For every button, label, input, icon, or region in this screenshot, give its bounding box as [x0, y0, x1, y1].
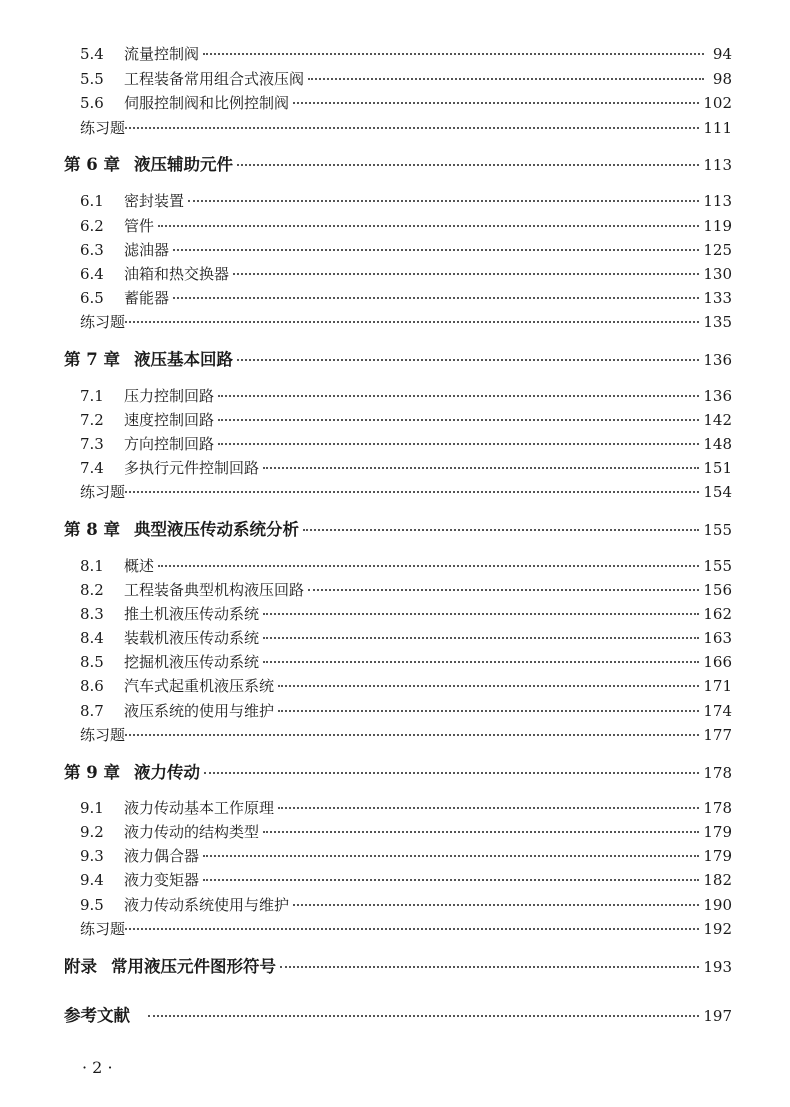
section-number: 7.4	[80, 459, 104, 477]
entry-title: 装载机液压传动系统	[124, 629, 260, 647]
toc-section-entry	[80, 264, 732, 284]
toc-section-entry	[80, 822, 732, 842]
page-number: 130	[703, 265, 732, 283]
toc-exercise-entry	[80, 725, 732, 745]
toc-chapter-entry	[64, 520, 732, 540]
dot-leader	[263, 636, 699, 639]
dot-leader	[148, 1014, 699, 1017]
section-number: 6.5	[80, 289, 104, 307]
section-number: 6.3	[80, 241, 104, 259]
dot-leader	[280, 965, 699, 968]
section-number: 5.5	[80, 70, 104, 88]
entry-title: 液力传动系统使用与维护	[124, 896, 290, 914]
section-number: 9.1	[80, 799, 104, 817]
toc-exercise-entry	[80, 919, 732, 939]
entry-title: 速度控制回路	[124, 411, 215, 429]
entry-title: 液压系统的使用与维护	[124, 702, 275, 720]
dot-leader	[263, 660, 699, 663]
entry-title: 工程装备典型机构液压回路	[124, 581, 305, 599]
page-number: 113	[703, 156, 732, 174]
entry-title: 练习题	[80, 920, 126, 938]
section-number: 8.3	[80, 605, 104, 623]
dot-leader	[263, 612, 699, 615]
section-number: 9.4	[80, 871, 104, 889]
page-number: 98	[712, 70, 732, 88]
page-number: 178	[703, 764, 732, 782]
dot-leader	[237, 358, 699, 361]
dot-leader	[278, 684, 699, 687]
dot-leader	[233, 272, 699, 275]
toc-section-entry	[80, 580, 732, 600]
dot-leader	[158, 224, 699, 227]
toc-exercise-entry	[80, 482, 732, 502]
toc-section-entry	[80, 386, 732, 406]
toc-exercise-entry	[80, 118, 732, 138]
chapter-label: 附录	[64, 957, 97, 976]
dot-leader	[278, 709, 699, 712]
toc-section-entry	[80, 288, 732, 308]
entry-title: 流量控制阀	[124, 45, 200, 63]
toc-section-entry	[80, 895, 732, 915]
toc-section-entry	[80, 628, 732, 648]
chapter-label: 第 8 章	[64, 520, 120, 539]
page-number: 133	[703, 289, 732, 307]
dot-leader	[203, 52, 704, 55]
toc-chapter-entry	[64, 1006, 732, 1026]
entry-title: 练习题	[80, 119, 126, 137]
toc-section-entry	[80, 240, 732, 260]
toc-exercise-entry	[80, 312, 732, 332]
toc-section-entry	[80, 434, 732, 454]
toc-section-entry	[80, 676, 732, 696]
page-number: 148	[703, 435, 732, 453]
section-number: 8.1	[80, 557, 104, 575]
toc-section-entry	[80, 652, 732, 672]
toc-chapter-entry	[64, 155, 732, 175]
page-number: 125	[703, 241, 732, 259]
dot-leader	[188, 199, 699, 202]
entry-title: 管件	[124, 217, 155, 235]
page-number: 177	[703, 726, 732, 744]
dot-leader	[204, 771, 699, 774]
entry-title: 典型液压传动系统分析	[133, 520, 299, 539]
chapter-label: 第 9 章	[64, 763, 120, 782]
page-number: 166	[703, 653, 732, 671]
toc-section-entry	[80, 191, 732, 211]
page-number: 155	[703, 557, 732, 575]
entry-title: 练习题	[80, 313, 126, 331]
entry-title: 液力传动基本工作原理	[124, 799, 275, 817]
page-number: 154	[703, 483, 732, 501]
page-number: 197	[703, 1007, 732, 1025]
section-number: 9.2	[80, 823, 104, 841]
page-number: 135	[703, 313, 732, 331]
section-number: 8.4	[80, 629, 104, 647]
dot-leader	[218, 418, 699, 421]
dot-leader	[278, 806, 699, 809]
toc-section-entry	[80, 69, 732, 89]
section-number: 6.1	[80, 192, 104, 210]
dot-leader	[203, 878, 699, 881]
entry-title: 压力控制回路	[124, 387, 215, 405]
page-number: 136	[703, 351, 732, 369]
page-number: 193	[703, 958, 732, 976]
toc-section-entry	[80, 604, 732, 624]
dot-leader	[218, 394, 699, 397]
page-number: 192	[703, 920, 732, 938]
page-number: 155	[703, 521, 732, 539]
chapter-label: 第 7 章	[64, 350, 120, 369]
entry-title: 液压辅助元件	[133, 155, 233, 174]
entry-title: 方向控制回路	[124, 435, 215, 453]
entry-title: 蓄能器	[124, 289, 170, 307]
entry-title: 常用液压元件图形符号	[111, 957, 276, 976]
toc-chapter-entry	[64, 350, 732, 370]
dot-leader	[125, 320, 699, 323]
dot-leader	[308, 77, 704, 80]
entry-title: 推土机液压传动系统	[124, 605, 260, 623]
page-number: 179	[703, 847, 732, 865]
page-number: 136	[703, 387, 732, 405]
page-number-footer: · 2 ·	[82, 1058, 113, 1077]
section-number: 7.3	[80, 435, 104, 453]
dot-leader	[237, 163, 699, 166]
page-number: 119	[703, 217, 732, 235]
section-number: 9.5	[80, 896, 104, 914]
entry-title: 挖掘机液压传动系统	[124, 653, 260, 671]
toc-section-entry	[80, 44, 732, 64]
dot-leader	[218, 442, 699, 445]
dot-leader	[203, 854, 699, 857]
dot-leader	[308, 588, 699, 591]
page-number: 190	[703, 896, 732, 914]
dot-leader	[303, 528, 699, 531]
entry-title: 汽车式起重机液压系统	[124, 677, 275, 695]
chapter-label: 参考文献	[64, 1006, 130, 1025]
toc-section-entry	[80, 798, 732, 818]
page-number: 171	[703, 677, 732, 695]
toc-section-entry	[80, 701, 732, 721]
page-number: 94	[712, 45, 732, 63]
page-number: 179	[703, 823, 732, 841]
section-number: 6.2	[80, 217, 104, 235]
page-number: 156	[703, 581, 732, 599]
entry-title: 概述	[124, 557, 155, 575]
section-number: 5.4	[80, 45, 104, 63]
dot-leader	[125, 927, 699, 930]
toc-section-entry	[80, 458, 732, 478]
section-number: 7.2	[80, 411, 104, 429]
toc-section-entry	[80, 846, 732, 866]
entry-title: 练习题	[80, 726, 126, 744]
dot-leader	[158, 564, 699, 567]
entry-title: 液力传动	[133, 763, 200, 782]
section-number: 8.5	[80, 653, 104, 671]
toc-section-entry	[80, 216, 732, 236]
page-number: 113	[703, 192, 732, 210]
section-number: 6.4	[80, 265, 104, 283]
entry-title: 伺服控制阀和比例控制阀	[124, 94, 290, 112]
page-number: 151	[703, 459, 732, 477]
page-number: 163	[703, 629, 732, 647]
entry-title: 液压基本回路	[133, 350, 233, 369]
dot-leader	[125, 490, 699, 493]
dot-leader	[263, 830, 699, 833]
chapter-label: 第 6 章	[64, 155, 120, 174]
entry-title: 滤油器	[124, 241, 170, 259]
page-number: 111	[703, 119, 732, 137]
dot-leader	[263, 466, 699, 469]
toc-section-entry	[80, 410, 732, 430]
dot-leader	[173, 248, 699, 251]
entry-title: 多执行元件控制回路	[124, 459, 260, 477]
toc-chapter-entry	[64, 763, 732, 783]
entry-title: 工程装备常用组合式液压阀	[124, 70, 305, 88]
section-number: 8.2	[80, 581, 104, 599]
dot-leader	[293, 101, 699, 104]
page-number: 174	[703, 702, 732, 720]
entry-title: 练习题	[80, 483, 126, 501]
toc-section-entry	[80, 93, 732, 113]
toc-chapter-entry	[64, 957, 732, 977]
dot-leader	[125, 126, 699, 129]
entry-title: 密封装置	[124, 192, 185, 210]
page-number: 162	[703, 605, 732, 623]
section-number: 7.1	[80, 387, 104, 405]
page-number: 102	[703, 94, 732, 112]
entry-title: 油箱和热交换器	[124, 265, 230, 283]
toc-section-entry	[80, 870, 732, 890]
dot-leader	[293, 903, 699, 906]
section-number: 5.6	[80, 94, 104, 112]
entry-title: 液力传动的结构类型	[124, 823, 260, 841]
dot-leader	[173, 296, 699, 299]
dot-leader	[125, 733, 699, 736]
page-number: 178	[703, 799, 732, 817]
page-number: 142	[703, 411, 732, 429]
entry-title: 液力变矩器	[124, 871, 200, 889]
section-number: 9.3	[80, 847, 104, 865]
entry-title: 液力偶合器	[124, 847, 200, 865]
page-number: 182	[703, 871, 732, 889]
section-number: 8.6	[80, 677, 104, 695]
toc-section-entry	[80, 556, 732, 576]
section-number: 8.7	[80, 702, 104, 720]
